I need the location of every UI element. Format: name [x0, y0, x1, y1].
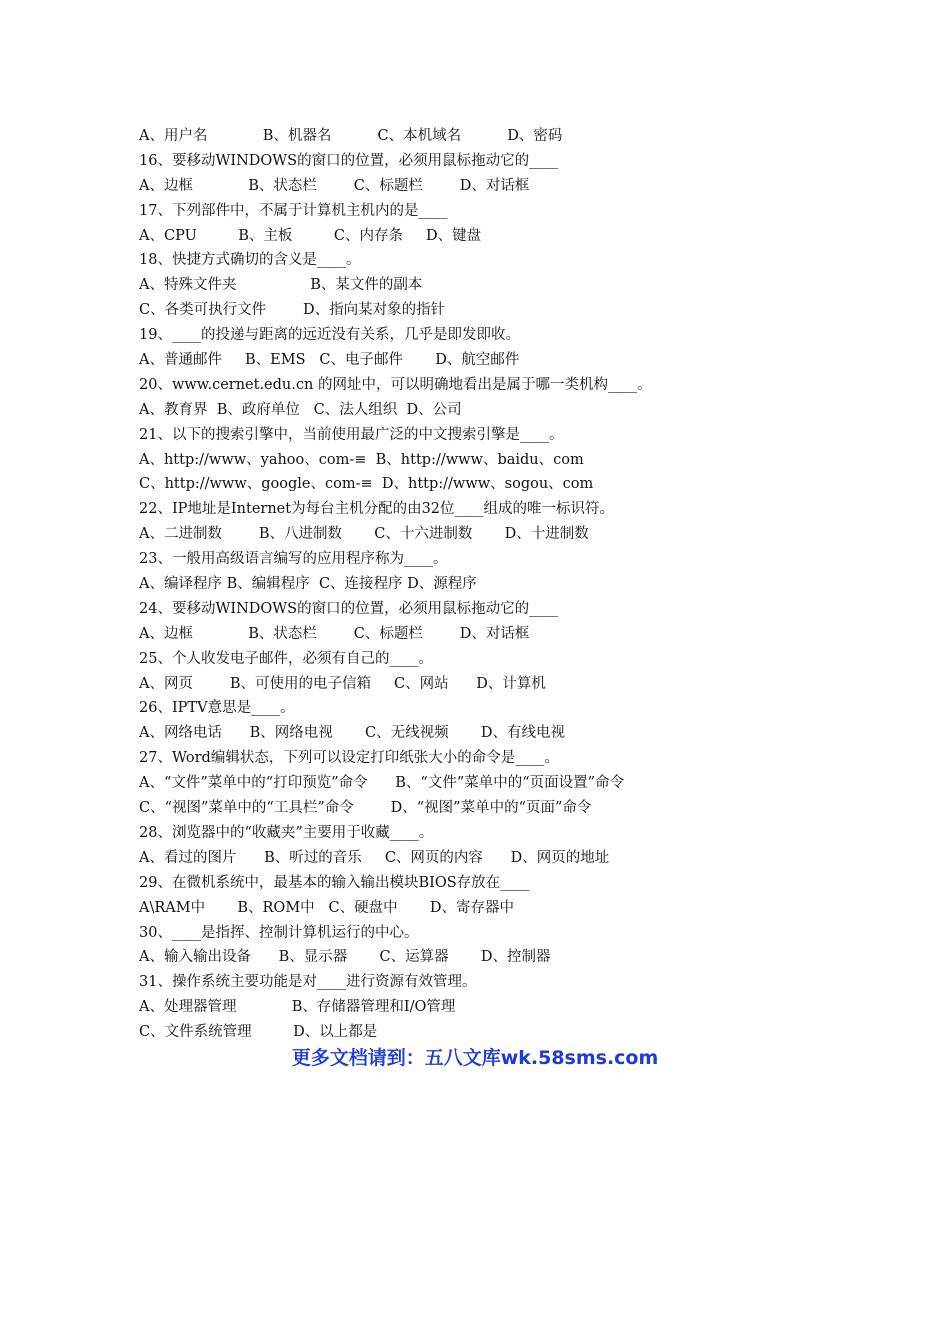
question-22: 22、IP地址是Internet为每台主机分配的由32位____组成的唯一标识符。: [139, 501, 615, 518]
question-28: 28、浏览器中的“收藏夹”主要用于收藏____。: [139, 824, 434, 841]
question-25: 25、个人收发电子邮件，必须有自己的____。: [139, 650, 433, 667]
question-29: 29、在微机系统中，最基本的输入输出模块BIOS存放在____: [139, 874, 530, 891]
answer-options-15: A、用户名 B、机器名 C、本机域名 D、密码: [139, 128, 563, 144]
answer-options-20: A、教育界 B、政府单位 C、法人组织 D、公司: [139, 401, 462, 418]
footer-promo-link[interactable]: 更多文档请到：五八文库wk.58sms.com: [291, 1047, 659, 1069]
answer-options-22: A、二进制数 B、八进制数 C、十六进制数 D、十进制数: [139, 526, 589, 543]
answer-options-24: A、边框 B、状态栏 C、标题栏 D、对话框: [139, 625, 530, 642]
question-27: 27、Word编辑状态，下列可以设定打印纸张大小的命令是____。: [139, 750, 559, 767]
answer-options-18a: A、特殊文件夹 B、某文件的副本: [139, 277, 423, 294]
answer-options-27a: A、“文件”菜单中的“打印预览”命令 B、“文件”菜单中的“页面设置”命令: [139, 775, 625, 792]
question-18: 18、快捷方式确切的含义是____。: [139, 252, 361, 269]
answer-options-21b: C、http://www、google、com-≡ D、http://www、sogou、com: [139, 476, 594, 493]
answer-options-23: A、编译程序 B、编辑程序 C、连接程序 D、源程序: [139, 576, 477, 593]
question-16: 16、要移动WINDOWS的窗口的位置，必须用鼠标拖动它的____: [139, 152, 559, 169]
question-23: 23、一般用高级语言编写的应用程序称为____。: [139, 551, 448, 568]
question-list: [139, 124, 839, 1045]
question-26: 26、IPTV意思是____。: [139, 700, 295, 717]
question-31: 31、操作系统主要功能是对____进行资源有效管理。: [139, 974, 477, 991]
answer-options-18b: C、各类可执行文件 D、指向某对象的指针: [139, 302, 446, 319]
answer-options-25: A、网页 B、可使用的电子信箱 C、网站 D、计算机: [139, 675, 546, 692]
answer-options-28: A、看过的图片 B、听过的音乐 C、网页的内容 D、网页的地址: [139, 849, 610, 866]
answer-options-19: A、普通邮件 B、EMS C、电子邮件 D、航空邮件: [139, 352, 520, 369]
question-17: 17、下列部件中，不属于计算机主机内的是____: [139, 202, 448, 219]
answer-options-31b: C、文件系统管理 D、以上都是: [139, 1024, 378, 1041]
answer-options-17: A、CPU B、主板 C、内存条 D、键盘: [139, 227, 482, 244]
question-19: 19、____的投递与距离的远近没有关系，几乎是即发即收。: [139, 327, 520, 344]
answer-options-26: A、网络电话 B、网络电视 C、无线视频 D、有线电视: [139, 725, 566, 742]
question-20: 20、www.cernet.edu.cn 的网址中，可以明确地看出是属于哪一类机构____。: [139, 376, 652, 393]
question-30: 30、____是指挥、控制计算机运行的中心。: [139, 924, 419, 941]
answer-options-21a: A、http://www、yahoo、com-≡ B、http://www、baidu、com: [139, 451, 584, 468]
answer-options-16: A、边框 B、状态栏 C、标题栏 D、对话框: [139, 177, 530, 194]
question-24: 24、要移动WINDOWS的窗口的位置，必须用鼠标拖动它的____: [139, 600, 559, 617]
answer-options-27b: C、“视图”菜单中的“工具栏”命令 D、“视图”菜单中的“页面”命令: [139, 800, 592, 817]
answer-options-31a: A、处理器管理 B、存储器管理和I/O管理: [139, 999, 456, 1016]
answer-options-29: A\RAM中 B、ROM中 C、硬盘中 D、寄存器中: [139, 899, 514, 916]
question-21: 21、以下的搜索引擎中，当前使用最广泛的中文搜索引擎是____。: [139, 426, 564, 443]
answer-options-30: A、输入输出设备 B、显示器 C、运算器 D、控制器: [139, 949, 551, 966]
